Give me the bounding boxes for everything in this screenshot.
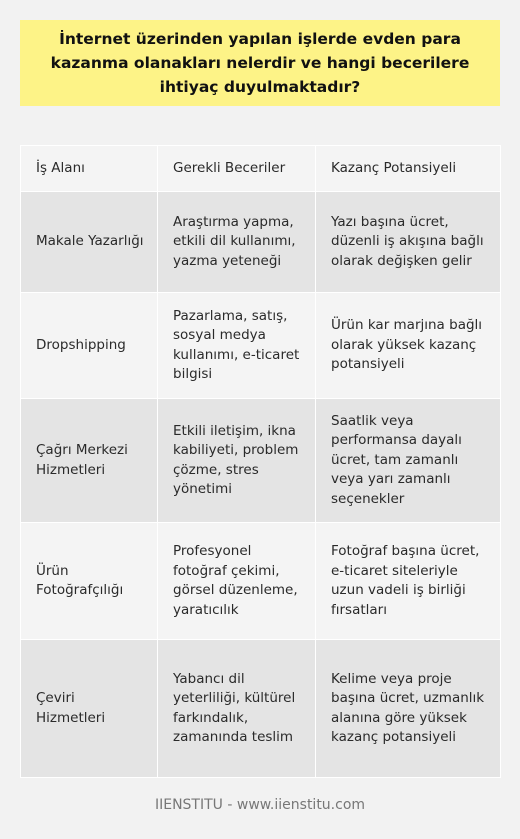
- cell-job-area: Çeviri Hizmetleri: [21, 640, 158, 778]
- cell-earning-potential: Ürün kar marjına bağlı olarak yüksek kazanç potansiyeli: [316, 293, 501, 399]
- header-required-skills: Gerekli Beceriler: [158, 146, 316, 192]
- cell-required-skills: Yabancı dil yeterliliği, kültürel farkındalık, zamanında teslim: [158, 640, 316, 778]
- title-banner: [20, 20, 500, 106]
- comparison-table-container: [20, 145, 500, 778]
- cell-job-area: Çağrı Merkezi Hizmetleri: [21, 399, 158, 523]
- table-header-row: [21, 146, 501, 192]
- cell-job-area: Makale Yazarlığı: [21, 192, 158, 293]
- cell-required-skills: Pazarlama, satış, sosyal medya kullanımı, e-ticaret bilgisi: [158, 293, 316, 399]
- cell-required-skills: Araştırma yapma, etkili dil kullanımı, yazma yeteneği: [158, 192, 316, 293]
- cell-earning-potential: Fotoğraf başına ücret, e-ticaret siteleriyle uzun vadeli iş birliği fırsatları: [316, 523, 501, 640]
- cell-required-skills: Etkili iletişim, ikna kabiliyeti, problem çözme, stres yönetimi: [158, 399, 316, 523]
- table-row: [21, 399, 501, 523]
- footer-credit: IIENSTITU - www.iienstitu.com: [154, 797, 366, 813]
- header-job-area: İş Alanı: [21, 146, 158, 192]
- table-row: [21, 523, 501, 640]
- cell-required-skills: Profesyonel fotoğraf çekimi, görsel düzenleme, yaratıcılık: [158, 523, 316, 640]
- table-row: [21, 293, 501, 399]
- table-row: [21, 192, 501, 293]
- cell-earning-potential: Yazı başına ücret, düzenli iş akışına bağlı olarak değişken gelir: [316, 192, 501, 293]
- table-row: [21, 640, 501, 778]
- comparison-table: [20, 145, 501, 778]
- cell-earning-potential: Kelime veya proje başına ücret, uzmanlık alanına göre yüksek kazanç potansiyeli: [316, 640, 501, 778]
- page-title: İnternet üzerinden yapılan işlerde evden para kazanma olanakları nelerdir ve hangi becerilere ihtiyaç duyulmaktadır?: [50, 30, 470, 96]
- header-earning-potential: Kazanç Potansiyeli: [316, 146, 501, 192]
- cell-earning-potential: Saatlik veya performansa dayalı ücret, tam zamanlı veya yarı zamanlı seçenekler: [316, 399, 501, 523]
- cell-job-area: Ürün Fotoğrafçılığı: [21, 523, 158, 640]
- cell-job-area: Dropshipping: [21, 293, 158, 399]
